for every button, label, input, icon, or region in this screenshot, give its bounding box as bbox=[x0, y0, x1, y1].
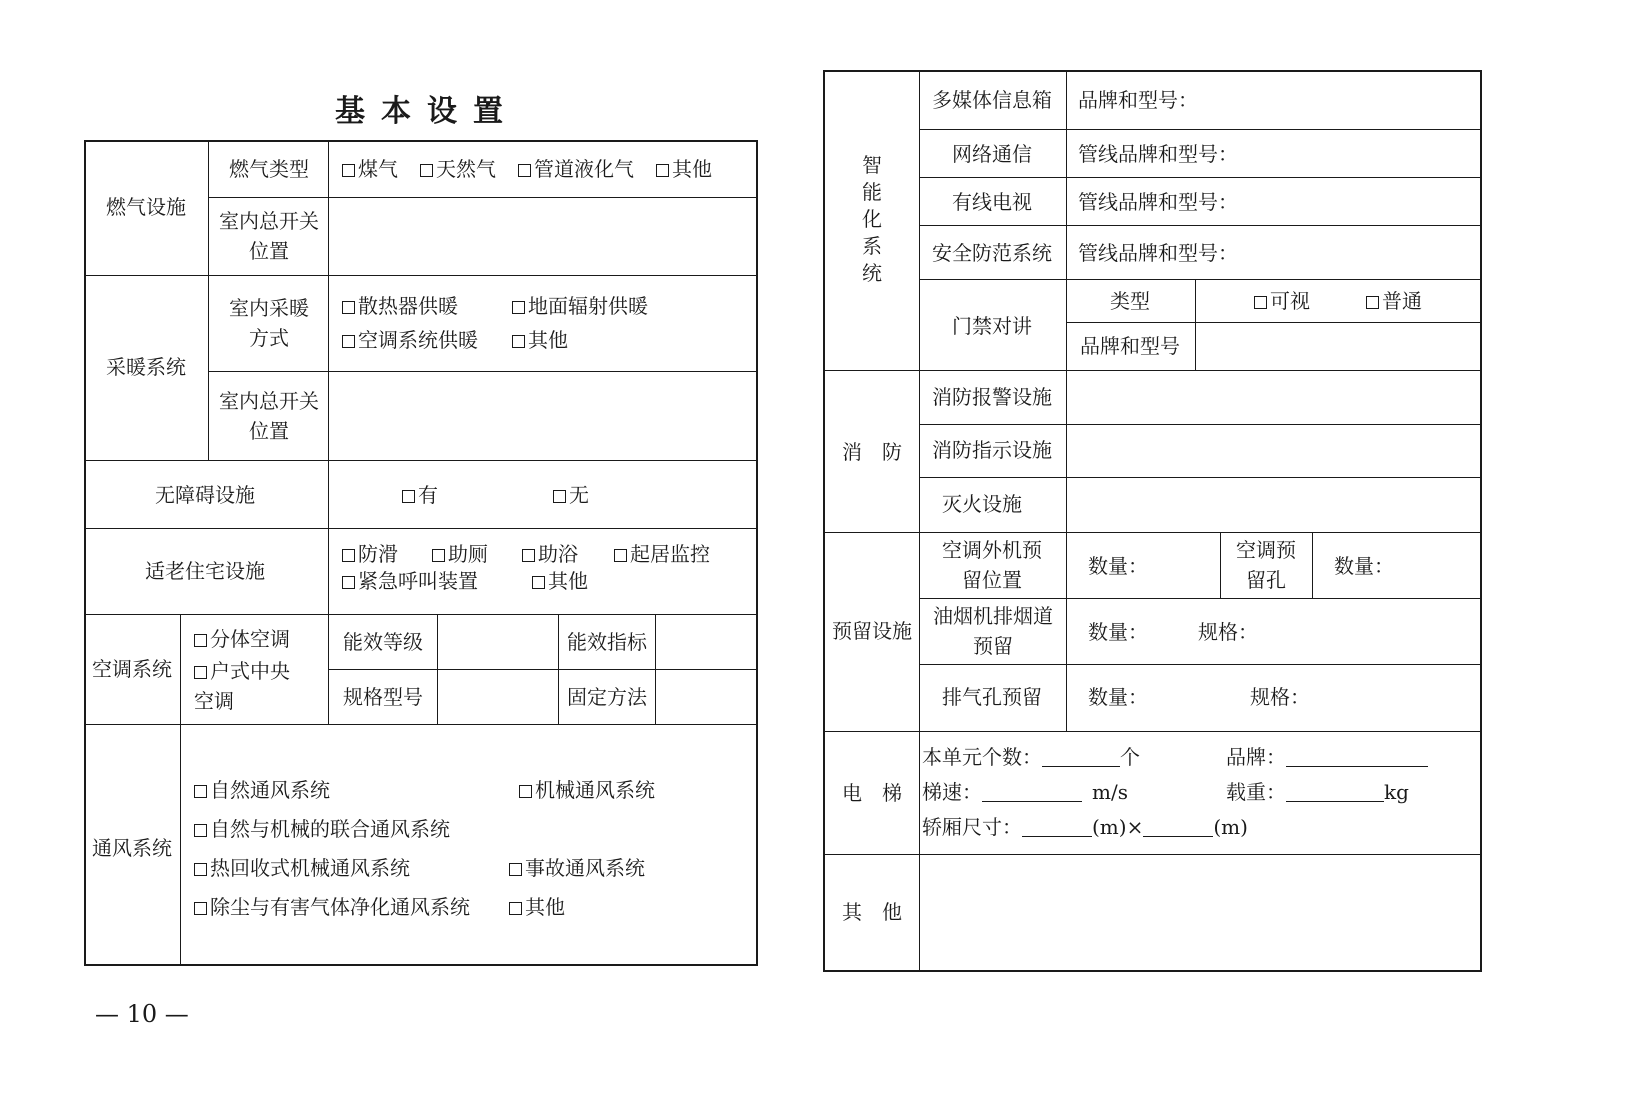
option-floor-radiant[interactable]: 地面辐射供暖 bbox=[512, 294, 648, 318]
smart-system-label: 智 能 化 系 统 bbox=[862, 153, 882, 285]
option-visual[interactable]: 可视 bbox=[1254, 289, 1310, 313]
ac-outdoor-label: 空调外机预留位置 bbox=[942, 538, 1042, 592]
door-brand-label: 品牌和型号 bbox=[1080, 334, 1180, 358]
option-radiator[interactable]: 散热器供暖 bbox=[342, 294, 458, 318]
checkbox[interactable] bbox=[194, 785, 207, 798]
option-elderly-other[interactable]: 其他 bbox=[532, 569, 588, 593]
elevator-speed-blank[interactable] bbox=[982, 801, 1082, 802]
option-central-ac[interactable]: 户式中央空调 bbox=[194, 659, 290, 713]
door-type-label: 类型 bbox=[1110, 289, 1150, 313]
checkbox[interactable] bbox=[512, 301, 525, 314]
fire-indicator-label: 消防指示设施 bbox=[932, 438, 1052, 462]
cabin-width-blank[interactable] bbox=[1022, 836, 1092, 837]
cable-tv-field: 管线品牌和型号： bbox=[1078, 190, 1238, 214]
option-coal-gas[interactable]: 煤气 bbox=[342, 157, 398, 181]
checkbox[interactable] bbox=[420, 164, 433, 177]
elevator-speed: 梯速： m/s bbox=[922, 780, 1128, 804]
checkbox[interactable] bbox=[614, 549, 627, 562]
elevator-load: 载重： kg bbox=[1226, 780, 1409, 804]
elevator-brand-blank[interactable] bbox=[1286, 766, 1428, 767]
security-label: 安全防范系统 bbox=[932, 241, 1052, 265]
checkbox[interactable] bbox=[342, 301, 355, 314]
option-lpg[interactable]: 管道液化气 bbox=[518, 157, 634, 181]
door-intercom-label: 门禁对讲 bbox=[952, 314, 1032, 338]
checkbox[interactable] bbox=[512, 335, 525, 348]
checkbox[interactable] bbox=[194, 666, 207, 679]
fire-label: 消 防 bbox=[842, 440, 902, 464]
fire-alarm-label: 消防报警设施 bbox=[932, 385, 1052, 409]
option-yes[interactable]: 有 bbox=[402, 483, 438, 507]
cabin-depth-blank[interactable] bbox=[1143, 836, 1213, 837]
hood-spec: 规格： bbox=[1198, 620, 1258, 644]
option-normal[interactable]: 普通 bbox=[1366, 289, 1422, 313]
elderly-label: 适老住宅设施 bbox=[145, 559, 265, 583]
fire-extinguish-label: 灭火设施 bbox=[942, 492, 1022, 516]
checkbox[interactable] bbox=[509, 863, 522, 876]
checkbox[interactable] bbox=[432, 549, 445, 562]
checkbox[interactable] bbox=[342, 549, 355, 562]
option-monitoring[interactable]: 起居监控 bbox=[614, 542, 710, 566]
reserved-label: 预留设施 bbox=[832, 619, 912, 643]
checkbox[interactable] bbox=[1254, 296, 1267, 309]
checkbox[interactable] bbox=[1366, 296, 1379, 309]
network-field: 管线品牌和型号： bbox=[1078, 142, 1238, 166]
elevator-cabin: 轿厢尺寸： (m)× (m) bbox=[922, 815, 1248, 839]
gas-type-label: 燃气类型 bbox=[229, 157, 309, 181]
option-emergency-call[interactable]: 紧急呼叫装置 bbox=[342, 569, 478, 593]
option-vent-other[interactable]: 其他 bbox=[509, 895, 565, 919]
option-ac-heating[interactable]: 空调系统供暖 bbox=[342, 328, 478, 352]
gas-label: 燃气设施 bbox=[106, 195, 186, 219]
option-mechanical-vent[interactable]: 机械通风系统 bbox=[519, 778, 655, 802]
multimedia-label: 多媒体信息箱 bbox=[932, 88, 1052, 112]
exhaust-qty: 数量： bbox=[1088, 685, 1148, 709]
checkbox[interactable] bbox=[553, 490, 566, 503]
option-heat-recovery-vent[interactable]: 热回收式机械通风系统 bbox=[194, 856, 410, 880]
heating-label: 采暖系统 bbox=[106, 355, 186, 379]
elevator-load-blank[interactable] bbox=[1286, 801, 1384, 802]
option-anti-slip[interactable]: 防滑 bbox=[342, 542, 398, 566]
checkbox[interactable] bbox=[342, 576, 355, 589]
elevator-count: 本单元个数： 个 bbox=[922, 745, 1140, 769]
efficiency-grade-label: 能效等级 bbox=[343, 630, 423, 654]
ac-outdoor-qty: 数量： bbox=[1088, 554, 1148, 578]
heating-options-row2 bbox=[342, 325, 478, 355]
elevator-count-blank[interactable] bbox=[1042, 766, 1120, 767]
option-accident-vent[interactable]: 事故通风系统 bbox=[509, 856, 645, 880]
ac-hole-qty: 数量： bbox=[1334, 554, 1394, 578]
fixing-method-label: 固定方法 bbox=[567, 685, 647, 709]
option-natural-gas[interactable]: 天然气 bbox=[420, 157, 496, 181]
option-heating-other[interactable]: 其他 bbox=[512, 328, 568, 352]
ac-hole-label: 空调预留孔 bbox=[1236, 538, 1296, 592]
elevator-brand: 品牌： bbox=[1226, 742, 1428, 772]
checkbox[interactable] bbox=[518, 164, 531, 177]
checkbox[interactable] bbox=[522, 549, 535, 562]
exhaust-label: 排气孔预留 bbox=[942, 685, 1042, 709]
checkbox[interactable] bbox=[194, 634, 207, 647]
checkbox[interactable] bbox=[656, 164, 669, 177]
option-combined-vent[interactable]: 自然与机械的联合通风系统 bbox=[194, 817, 450, 841]
checkbox[interactable] bbox=[402, 490, 415, 503]
option-bath-aid[interactable]: 助浴 bbox=[522, 542, 578, 566]
checkbox[interactable] bbox=[194, 824, 207, 837]
efficiency-index-label: 能效指标 bbox=[567, 630, 647, 654]
elevator-label: 电 梯 bbox=[842, 781, 902, 805]
checkbox[interactable] bbox=[342, 164, 355, 177]
option-natural-vent[interactable]: 自然通风系统 bbox=[194, 778, 330, 802]
checkbox[interactable] bbox=[194, 902, 207, 915]
option-no[interactable]: 无 bbox=[553, 483, 589, 507]
option-dust-vent[interactable]: 除尘与有害气体净化通风系统 bbox=[194, 895, 470, 919]
option-gas-other[interactable]: 其他 bbox=[656, 157, 712, 181]
security-field: 管线品牌和型号： bbox=[1078, 241, 1238, 265]
ac-label: 空调系统 bbox=[92, 657, 172, 681]
page-number: — 10 — bbox=[95, 1000, 189, 1028]
cable-tv-label: 有线电视 bbox=[952, 190, 1032, 214]
checkbox[interactable] bbox=[342, 335, 355, 348]
ventilation-label: 通风系统 bbox=[92, 836, 172, 860]
page-title: 基本设置 bbox=[335, 94, 519, 129]
option-toilet-aid[interactable]: 助厕 bbox=[432, 542, 488, 566]
heating-options-row1 bbox=[342, 291, 458, 321]
heating-method-label: 室内采暖方式 bbox=[229, 296, 309, 350]
gas-type-options bbox=[342, 154, 734, 184]
multimedia-field: 品牌和型号： bbox=[1078, 88, 1198, 112]
hood-label: 油烟机排烟道预留 bbox=[933, 604, 1053, 658]
model-spec-label: 规格型号 bbox=[343, 685, 423, 709]
checkbox[interactable] bbox=[532, 576, 545, 589]
option-split-ac[interactable]: 分体空调 bbox=[194, 627, 290, 651]
heating-switch-label: 室内总开关位置 bbox=[219, 389, 319, 443]
network-label: 网络通信 bbox=[952, 142, 1032, 166]
checkbox[interactable] bbox=[509, 902, 522, 915]
barrier-free-label: 无障碍设施 bbox=[155, 483, 255, 507]
hood-qty: 数量： bbox=[1088, 620, 1148, 644]
exhaust-spec: 规格： bbox=[1250, 685, 1310, 709]
checkbox[interactable] bbox=[194, 863, 207, 876]
other-label: 其 他 bbox=[842, 900, 902, 924]
checkbox[interactable] bbox=[519, 785, 532, 798]
gas-switch-label: 室内总开关位置 bbox=[219, 209, 319, 263]
